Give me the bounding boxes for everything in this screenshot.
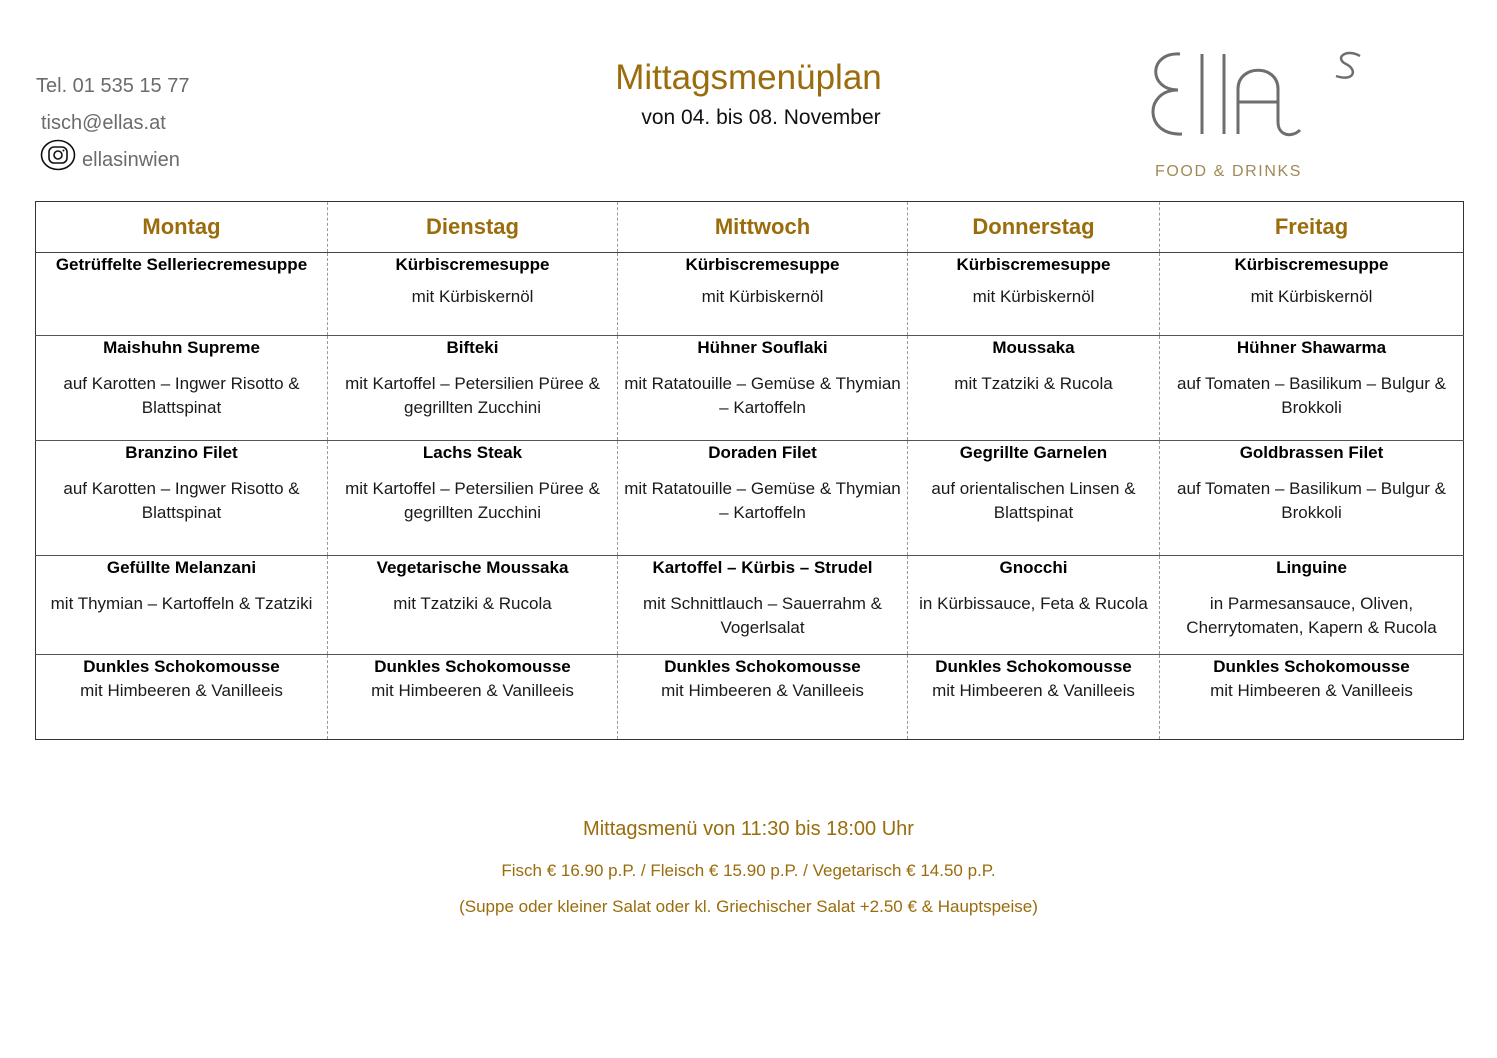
dish-description: mit Ratatouille – Gemüse & Thymian – Kartoffeln: [624, 479, 901, 522]
dish-name: Hühner Souflaki: [697, 338, 828, 357]
menu-cell: [1160, 441, 1464, 556]
menu-cell: [36, 441, 328, 556]
lunch-hours: Mittagsmenü von 11:30 bis 18:00 Uhr: [583, 818, 914, 840]
page-title: Mittagsmenüplan: [615, 58, 882, 97]
price-note: (Suppe oder kleiner Salat oder kl. Griechischer Salat +2.50 € & Hauptspeise): [459, 897, 1038, 916]
menu-cell: [908, 253, 1160, 336]
menu-cell: [36, 253, 328, 336]
menu-table: [35, 201, 1464, 740]
dish-description: mit Tzatziki & Rucola: [954, 374, 1113, 393]
menu-cell: [1160, 655, 1464, 740]
day-header-mittwoch: Mittwoch: [618, 202, 908, 253]
dish-name: Dunkles Schokomousse: [935, 657, 1132, 676]
dish-description: in Kürbissauce, Feta & Rucola: [919, 594, 1148, 613]
dessert-row: [36, 655, 1464, 740]
dish-description: mit Kartoffel – Petersilien Püree & gegrillten Zucchini: [345, 479, 600, 522]
dish-description: mit Tzatziki & Rucola: [393, 594, 552, 613]
day-header-row: [36, 202, 1464, 253]
instagram-icon: [40, 139, 76, 171]
menu-cell: [908, 655, 1160, 740]
dish-name: Dunkles Schokomousse: [664, 657, 861, 676]
day-header-dienstag: Dienstag: [328, 202, 618, 253]
instagram-label: ellasinwien: [82, 149, 180, 171]
dish-name: Dunkles Schokomousse: [83, 657, 280, 676]
dish-description: auf orientalischen Linsen & Blattspinat: [931, 479, 1136, 522]
dish-description: mit Kartoffel – Petersilien Püree & gegrillten Zucchini: [345, 374, 600, 417]
menu-cell: [618, 336, 908, 441]
logo-tagline: FOOD & DRINKS: [1155, 163, 1303, 180]
dish-description: mit Schnittlauch – Sauerrahm & Vogerlsalat: [642, 594, 883, 637]
vegetarian-row: [36, 556, 1464, 655]
menu-cell: [908, 441, 1160, 556]
dish-name: Maishuhn Supreme: [103, 338, 260, 357]
menu-cell: [328, 441, 618, 556]
dish-name: Bifteki: [446, 338, 499, 357]
dish-name: Kürbiscremesuppe: [956, 255, 1111, 274]
dish-name: Getrüffelte Selleriecremesuppe: [55, 255, 308, 274]
dish-description: auf Karotten – Ingwer Risotto & Blattspinat: [63, 479, 300, 522]
dish-description: mit Thymian – Kartoffeln & Tzatziki: [50, 594, 313, 613]
dish-name: Dunkles Schokomousse: [374, 657, 571, 676]
menu-cell: [36, 655, 328, 740]
soup-row: [36, 253, 1464, 336]
dish-description: mit Himbeeren & Vanilleeis: [1210, 681, 1413, 700]
menu-cell: [36, 336, 328, 441]
dish-description: auf Karotten – Ingwer Risotto & Blattspinat: [63, 374, 300, 417]
phone: Tel. 01 535 15 77: [36, 75, 190, 97]
menu-cell: [618, 655, 908, 740]
menu-cell: [1160, 253, 1464, 336]
menu-cell: [328, 655, 618, 740]
menu-cell: [328, 556, 618, 655]
dish-description: auf Tomaten – Basilikum – Bulgur & Brokkoli: [1177, 479, 1446, 522]
main-course-row-2: [36, 441, 1464, 556]
dish-name: Kartoffel – Kürbis – Strudel: [652, 558, 873, 577]
dish-description: mit Kürbiskernöl: [411, 287, 534, 306]
menu-cell: [908, 336, 1160, 441]
dish-description: auf Tomaten – Basilikum – Bulgur & Brokkoli: [1177, 374, 1446, 417]
dish-description: mit Himbeeren & Vanilleeis: [371, 681, 574, 700]
dish-name: Moussaka: [992, 338, 1075, 357]
menu-cell: [1160, 556, 1464, 655]
dish-description: mit Ratatouille – Gemüse & Thymian – Kartoffeln: [624, 374, 901, 417]
dish-name: Kürbiscremesuppe: [395, 255, 550, 274]
date-range: von 04. bis 08. November: [641, 106, 881, 129]
dish-description: mit Kürbiskernöl: [1250, 287, 1373, 306]
dish-name: Gefüllte Melanzani: [106, 558, 257, 577]
dish-name: Goldbrassen Filet: [1239, 443, 1384, 462]
dish-description: mit Kürbiskernöl: [972, 287, 1095, 306]
dish-name: Hühner Shawarma: [1236, 338, 1387, 357]
dish-description: mit Kürbiskernöl: [701, 287, 824, 306]
dish-name: Vegetarische Moussaka: [376, 558, 569, 577]
menu-cell: [328, 253, 618, 336]
dish-name: Kürbiscremesuppe: [685, 255, 840, 274]
price-list: Fisch € 16.90 p.P. / Fleisch € 15.90 p.P. / Vegetarisch € 14.50 p.P.: [501, 861, 996, 880]
day-header-montag: Montag: [36, 202, 328, 253]
dish-description: mit Himbeeren & Vanilleeis: [932, 681, 1135, 700]
menu-cell: [908, 556, 1160, 655]
instagram-handle: [36, 142, 189, 179]
dish-name: Doraden Filet: [708, 443, 817, 462]
day-header-donnerstag: Donnerstag: [908, 202, 1160, 253]
main-course-row-1: [36, 336, 1464, 441]
dish-description: mit Himbeeren & Vanilleeis: [661, 681, 864, 700]
dish-name: Gegrillte Garnelen: [959, 443, 1108, 462]
menu-cell: [618, 556, 908, 655]
menu-cell: [328, 336, 618, 441]
dish-name: Lachs Steak: [422, 443, 523, 462]
menu-cell: [618, 441, 908, 556]
dish-description: mit Himbeeren & Vanilleeis: [80, 681, 283, 700]
day-header-freitag: Freitag: [1160, 202, 1464, 253]
email: tisch@ellas.at: [41, 112, 166, 134]
menu-cell: [618, 253, 908, 336]
dish-description: in Parmesansauce, Oliven, Cherrytomaten, Kapern & Rucola: [1186, 594, 1437, 637]
menu-cell: [1160, 336, 1464, 441]
dish-name: Linguine: [1276, 558, 1347, 577]
dish-name: Branzino Filet: [125, 443, 238, 462]
dish-name: Dunkles Schokomousse: [1213, 657, 1410, 676]
dish-name: Gnocchi: [999, 558, 1068, 577]
dish-name: Kürbiscremesuppe: [1234, 255, 1389, 274]
menu-cell: [36, 556, 328, 655]
